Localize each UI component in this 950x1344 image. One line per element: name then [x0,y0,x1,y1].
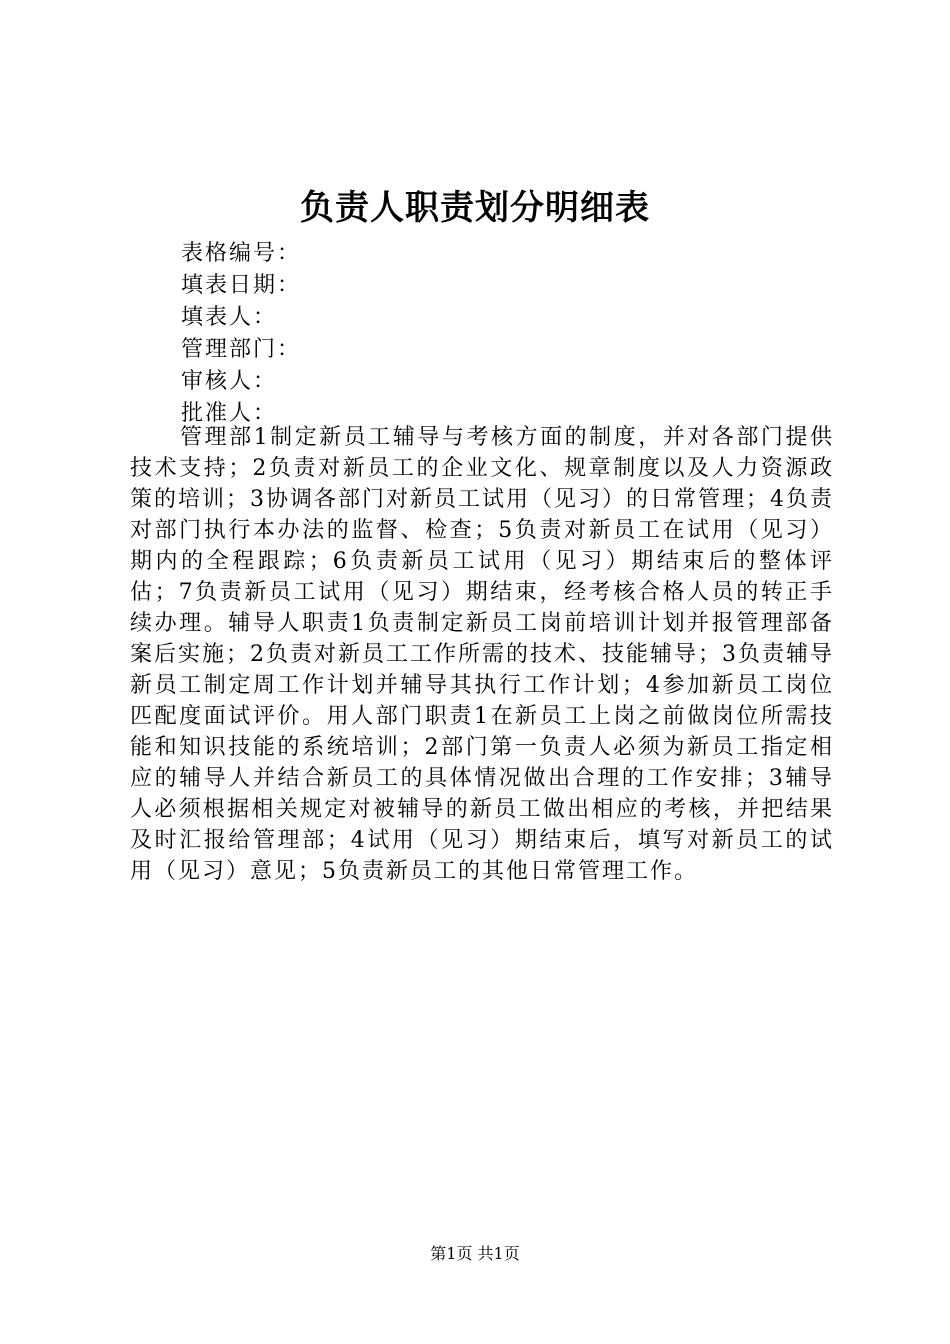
field-reviewer: 审核人： [181,369,278,394]
form-fields [181,238,821,430]
field-form-number: 表格编号： [181,241,302,266]
field-filler: 填表人： [181,305,278,330]
document-title: 负责人职责划分明细表 [300,188,650,228]
field-management-department: 管理部门： [181,337,302,362]
page-footer: 第1页 共1页 [430,1244,520,1263]
field-approver: 批准人： [181,401,278,426]
body-paragraph: 管理部1制定新员工辅导与考核方面的制度，并对各部门提供技术支持；2负责对新员工的企业文化、规章制度以及人力资源政策的培训；3协调各部门对新员工试用（见习）的日常管理；4负责对部门执行本办法的监督、检查；5负责对新员工在试用（见习）期内的全程跟踪；6负责新员工试用（见习）期结束后的整体评估；7负责新员工试用（见习）期结束，经考核合格人员的转正手续办理。辅导人职责1负责制定新员工岗前培训计划并报管理部备案后实施；2负责对新员工工作所需的技术、技能辅导；3负责辅导新员工制定周工作计划并辅导其执行工作计划；4参加新员工岗位匹配度面试评价。用人部门职责1在新员工上岗之前做岗位所需技能和知识技能的系统培训；2部门第一负责人必须为新员工指定相应的辅导人并结合新员工的具体情况做出合理的工作安排；3辅导人必须根据相关规定对被辅导的新员工做出相应的考核，并把结果及时汇报给管理部；4试用（见习）期结束后，填写对新员工的试用（见习）意见；5负责新员工的其他日常管理工作。 [130,425,834,884]
field-fill-date: 填表日期： [181,273,302,298]
